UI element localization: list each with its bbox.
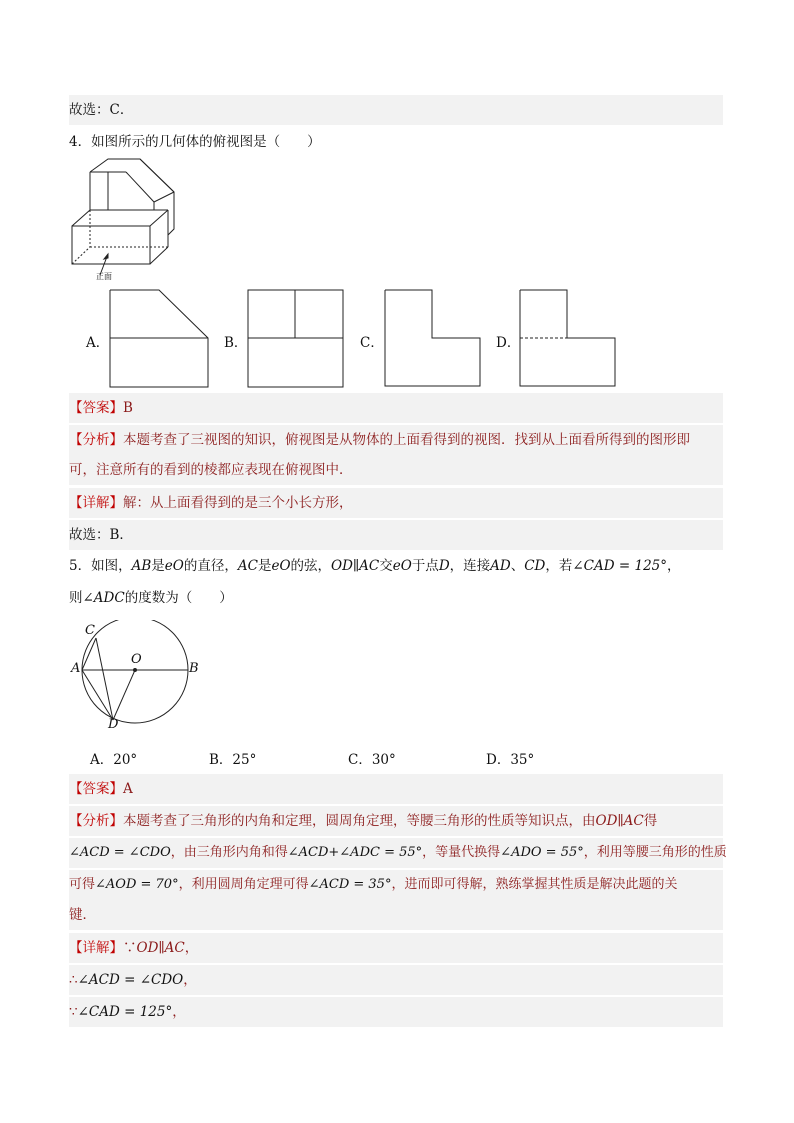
q5-analysis-part: ，由三角形内角和得 (170, 845, 288, 860)
q5-analysis-math: ∠ACD = ∠CDO (69, 845, 171, 860)
q5-stem-math: D (438, 558, 450, 574)
q4-option-b-label: B． (224, 335, 248, 351)
q5-stem-math: CD (524, 558, 546, 574)
q4-conclusion (69, 520, 723, 550)
q5-point-c: C (85, 623, 95, 638)
q5-point-b: B (189, 661, 199, 676)
q5-stem-part: ，连接 (449, 558, 491, 574)
q4-answer-value: B (123, 400, 133, 416)
q4-analysis-text2: 可，注意所有的看到的棱都应表现在俯视图中． (69, 462, 353, 478)
q5-stem-part: 5．如图， (69, 558, 132, 574)
q5-stem-math: ∠ADC (82, 590, 125, 606)
q5-analysis-math: ∠ADO = 55° (500, 845, 584, 860)
q5-detail-line3 (69, 997, 723, 1027)
q3-conclusion (69, 95, 723, 125)
q4-answer (69, 393, 723, 423)
q4-analysis-text1: 本题考查了三视图的知识，俯视图是从物体的上面看得到的视图．找到从上面看所得到的图形即 (123, 432, 690, 448)
q5-analysis-part: ，利用等腰三角形的性质 (583, 845, 727, 860)
q5-detail-line2 (69, 965, 723, 995)
q4-front-label: 正面 (96, 272, 112, 281)
q5-detail-part: ， (183, 972, 197, 988)
q5-stem-math: OD∥AC (331, 558, 380, 574)
q5-analysis-line4 (69, 900, 723, 930)
q4-detail-tag: 【详解】 (69, 495, 123, 511)
q5-analysis-part: ，等量代换得 (422, 845, 501, 860)
q5-stem-part: 于点 (411, 558, 439, 574)
q4-detail (69, 488, 723, 518)
q5-answer-tag: 【答案】 (69, 781, 123, 797)
q5-choice-d: D．35° (486, 752, 535, 768)
q5-point-a: A (71, 661, 81, 676)
q5-choice-c: C．30° (348, 752, 396, 768)
q4-option-c-label: C． (360, 335, 384, 351)
q5-detail-math: ∠ACD = ∠CDO (77, 972, 184, 988)
q5-detail-part: ∵ (69, 1004, 78, 1020)
q4-option-b-figure (247, 289, 344, 388)
q5-detail-math: OD∥AC (136, 940, 185, 956)
q5-analysis-math: OD∥AC (595, 813, 644, 829)
q5-analysis-part: 键． (69, 907, 96, 923)
q5-analysis-part: ，利用圆周角定理可得 (178, 877, 309, 892)
q4-conclusion-text: 故选：B． (69, 527, 133, 543)
q5-stem-line2 (69, 589, 723, 607)
circle-symbol: e (392, 558, 401, 574)
q5-stem-part: 的弦， (290, 558, 332, 574)
q5-detail-tag: 【详解】 (69, 940, 123, 956)
q5-choice-b: B．25° (209, 752, 257, 768)
q5-stem-math: AC (237, 558, 258, 574)
q5-point-d: D (108, 717, 119, 732)
circle-symbol: e (164, 558, 173, 574)
q5-stem-math: AD (490, 558, 511, 574)
q5-analysis-math: ∠ACD = 35° (308, 877, 392, 892)
q4-stem (69, 133, 723, 151)
q5-detail-part: ， (172, 1004, 186, 1020)
q5-answer-value: A (123, 781, 133, 797)
q5-detail-line1 (69, 933, 723, 963)
q5-stem-line1 (69, 557, 723, 575)
q4-option-a-label: A． (86, 335, 110, 351)
q4-stem-text: 4．如图所示的几何体的俯视图是（ ） (69, 134, 321, 150)
q5-stem-part: ，若 (545, 558, 573, 574)
q3-conclusion-text: 故选：C． (69, 102, 134, 118)
q4-analysis-line1 (69, 425, 723, 455)
q5-stem-math: O (279, 558, 291, 574)
q5-analysis-math: ∠AOD = 70° (95, 877, 179, 892)
q5-analysis-part: ，进而即可得解，熟练掌握其性质是解决此题的关 (391, 877, 678, 892)
circle-symbol: e (271, 558, 280, 574)
q5-stem-math: O (172, 558, 184, 574)
q5-analysis-tag: 【分析】 (69, 813, 123, 829)
q5-detail-part: ∵ (123, 940, 137, 956)
q5-answer (69, 774, 723, 804)
q4-solid-figure (68, 158, 180, 286)
q5-detail-part: ， (184, 940, 199, 956)
q5-stem-part: 的度数为（ ） (124, 590, 233, 606)
q5-stem-math: AB (131, 558, 152, 574)
q5-analysis-part: 可得 (69, 877, 96, 892)
q4-option-a-figure (109, 289, 209, 388)
q5-analysis-part: 本题考查了三角形的内角和定理，圆周角定理，等腰三角形的性质等知识点，由 (123, 813, 596, 829)
q5-point-o: O (131, 652, 142, 667)
q5-detail-part: ∴ (69, 972, 78, 988)
q5-stem-part: 是 (257, 558, 272, 574)
q5-stem-part: 、 (510, 558, 525, 574)
q5-analysis-line2 (69, 838, 727, 868)
q5-stem-part: ， (667, 558, 681, 574)
q4-analysis-line2 (69, 455, 723, 485)
q5-stem-part: 是 (151, 558, 165, 574)
q5-analysis-part: 得 (643, 813, 658, 829)
q5-detail-math: ∠CAD = 125° (77, 1004, 173, 1020)
q5-choice-a: A．20° (90, 752, 138, 768)
q5-stem-part: 的直径， (183, 558, 238, 574)
q4-answer-tag: 【答案】 (69, 400, 123, 416)
q5-analysis-line1 (69, 806, 723, 836)
q5-stem-math: O (400, 558, 412, 574)
q4-option-d-label: D． (496, 335, 521, 351)
q4-analysis-tag: 【分析】 (69, 432, 123, 448)
q4-option-c-figure (384, 289, 481, 387)
q5-stem-part: 则 (69, 590, 83, 606)
q4-detail-text: 解：从上面看得到的是三个小长方形， (123, 495, 353, 511)
q5-stem-part: 交 (379, 558, 393, 574)
q5-analysis-math: ∠ACD+∠ADC = 55° (287, 845, 423, 860)
q5-analysis-line3 (69, 870, 723, 900)
q5-stem-math: ∠CAD = 125° (572, 558, 668, 574)
q4-option-d-figure (519, 289, 616, 387)
